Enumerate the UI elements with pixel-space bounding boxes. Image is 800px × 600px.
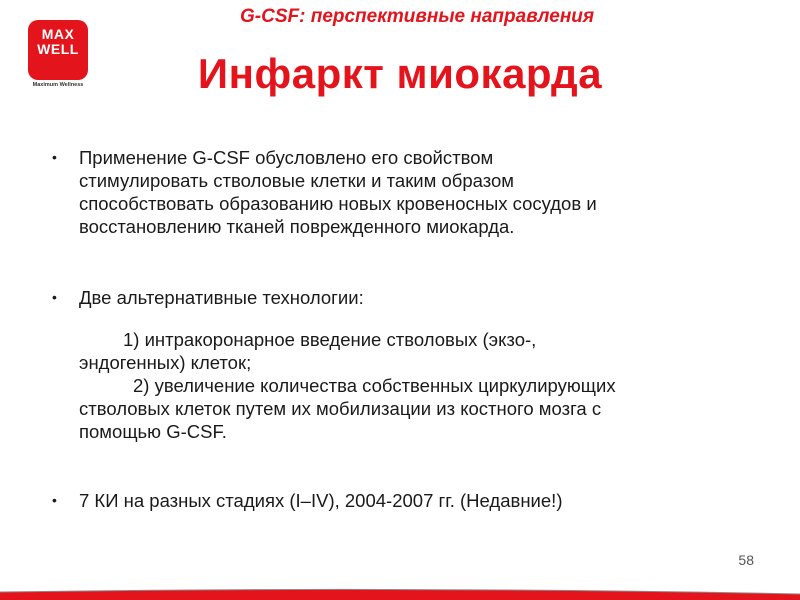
technology-1-line-1: 1) интракоронарное введение стволовых (экзо-,: [123, 329, 537, 350]
bullet-2-line-1: Две альтернативные технологии:: [79, 287, 364, 308]
page-number: 58: [738, 552, 754, 568]
bullet-1-line-4: восстановлению тканей поврежденного миокарда.: [79, 216, 515, 237]
technology-1-line-2: эндогенных) клеток;: [79, 352, 252, 373]
bullet-item-1: [52, 146, 752, 238]
technology-2-line-2: стволовых клеток путем их мобилизации из костного мозга с: [79, 398, 602, 419]
bottom-swoosh-graphic: [0, 582, 800, 600]
bullet-glyph: •: [52, 289, 57, 305]
slide-title: Инфаркт миокарда: [197, 50, 603, 97]
slide-subtitle: G-CSF: перспективные направления: [240, 6, 595, 27]
slide-body: [52, 146, 752, 512]
bullet-1-line-1: Применение G-CSF обусловлено его свойством: [79, 147, 494, 168]
technology-2-line-1: 2) увеличение количества собственных циркулирующих: [133, 375, 616, 396]
bullet-1-line-2: стимулировать стволовые клетки и таким образом: [79, 170, 515, 191]
bullet-item-2: [52, 286, 752, 443]
bullet-glyph: •: [52, 149, 57, 165]
bullet-1-line-3: способствовать образованию новых кровеносных сосудов и: [79, 193, 597, 214]
logo-tagline: Maximum Wellness: [32, 82, 84, 88]
technology-2-line-3: помощью G-CSF.: [79, 421, 227, 442]
logo-text-max: MAX: [41, 26, 75, 42]
bullet-glyph: •: [52, 492, 57, 508]
bottom-decorative-bar: [0, 582, 800, 600]
logo-text-well: WELL: [37, 41, 79, 57]
bullet-3-line-1: 7 КИ на разных стадиях (I–IV), 2004-2007 гг. (Недавние!): [79, 490, 563, 511]
bullet-item-3: [52, 489, 752, 512]
